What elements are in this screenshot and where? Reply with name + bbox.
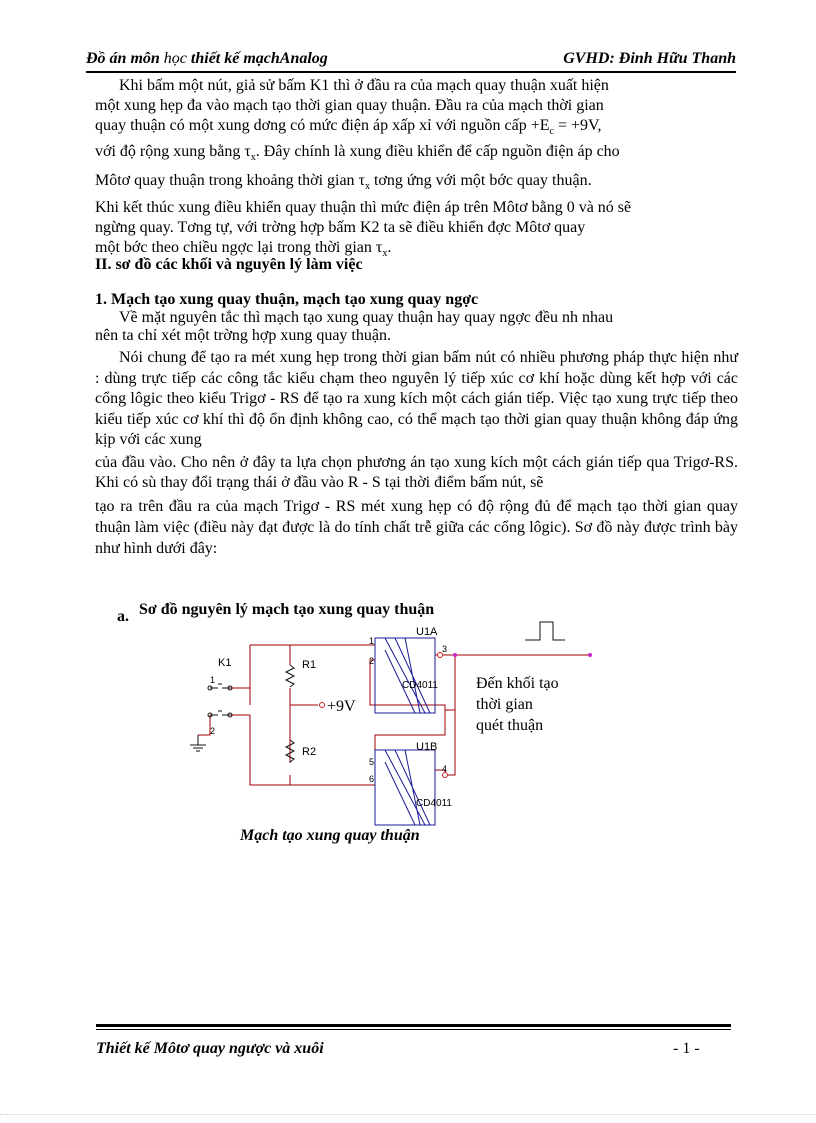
switch-k1-contacts xyxy=(210,684,230,715)
label-pin-1: 1 xyxy=(369,636,375,646)
output-node xyxy=(588,653,592,657)
pulse-symbol xyxy=(525,622,565,640)
tx-subscript: x xyxy=(382,247,388,259)
section-1-heading: 1. Mạch tạo xung quay thuận, mạch tạo xung quay ngợc xyxy=(95,291,479,308)
header-left-plain: học xyxy=(159,50,191,67)
label-pin-3: 3 xyxy=(442,644,448,654)
header-rule xyxy=(86,71,736,73)
ground-symbol xyxy=(190,735,206,751)
header-left-bold2: thiết kế mạchAnalog xyxy=(190,50,328,67)
label-pin-4: 4 xyxy=(442,764,448,774)
section-1-p2: Nói chung để tạo ra mét xung hẹp trong thời gian bấm nút có nhiều phương pháp thực hiện như : dùng trực tiếp các công tắc kiểu chạm theo nguyên lý tiếp xúc cơ khí hoặc dùng kết hợp với các cổng lôgic theo kiểu Trigơ - RS để tạo ra xung kích một cách gián tiếp. Việc tạo xung trực tiếp theo kiểu tiếp xúc cơ khí thì độ ổn định không cao, có thể mạch tạo thời gian quay thuận không đáp ứng kịp với các xung xyxy=(95,349,738,448)
intro-line-4-text: với độ rộng xung bằng τ xyxy=(95,143,251,161)
label-pin-6: 6 xyxy=(369,774,375,784)
intro-line-2: một xung hẹp đa vào mạch tạo thời gian quay thuận. Đầu ra của mạch thời gian xyxy=(95,97,604,114)
intro-line-1: Khi bấm một nút, giả sử bấm K1 thì ở đầu ra của mạch quay thuận xuất hiện xyxy=(119,77,609,94)
intro-line-5 xyxy=(95,171,738,197)
circuit-diagram xyxy=(180,610,630,830)
gate-u1a-hatch xyxy=(385,638,430,713)
output-label-line-2: thời gian xyxy=(476,696,533,713)
header-left xyxy=(86,50,328,68)
section-2-heading: II. sơ đồ các khối và nguyên lý làm việc xyxy=(95,256,363,273)
output-label-line-1: Đến khối tạo xyxy=(476,675,559,692)
intro-line-8-text: một bớc theo chiều ngợc lại trong thời gian τ xyxy=(95,238,383,256)
section-1-body xyxy=(95,309,738,559)
pins xyxy=(320,653,448,778)
gate-u1b-hatch xyxy=(385,750,430,825)
intro-line-7: ngừng quay. Tơng tự, với trờng hợp bấm K2 ta sẽ điều khiển đợc Môtơ quay xyxy=(95,218,586,236)
wire-feedback xyxy=(445,655,455,775)
section-1-p3: của đầu vào. Cho nên ở đây ta lựa chọn phương án tạo xung kích một cách gián tiếp qua Trigơ-RS. Khi có sù thay đổi trạng thái ở đầu vào R - S tại thời điểm bấm nút, sẽ xyxy=(95,453,738,491)
subsection-a-title: Sơ đồ nguyên lý mạch tạo xung quay thuận xyxy=(139,601,435,618)
label-9v: +9V xyxy=(327,698,356,715)
ec-subscript: c xyxy=(549,126,554,138)
intro-line-4 xyxy=(95,142,738,168)
footer-title: Thiết kế Môtơ quay ngược và xuôi xyxy=(96,1040,324,1057)
label-u1b: U1B xyxy=(416,741,438,753)
ground-icon xyxy=(190,735,206,751)
tx-subscript: x xyxy=(364,181,370,193)
intro-line-8-tail: . xyxy=(387,238,392,256)
page-bottom-edge xyxy=(0,1114,816,1115)
intro-line-4-tail: . Đây chính là xung điều khiển để cấp nguồn điện áp cho xyxy=(255,143,620,161)
switch-k1 xyxy=(208,684,232,717)
wires xyxy=(198,645,590,785)
header-right: GVHD: Đinh Hữu Thanh xyxy=(563,50,736,67)
footer-rule-thick xyxy=(96,1024,731,1027)
resistor-r1 xyxy=(286,665,294,687)
output-junction xyxy=(453,653,457,657)
label-switch-2: 2 xyxy=(210,726,216,736)
footer-rule-thin xyxy=(96,1029,731,1030)
wire-out-a xyxy=(435,655,455,710)
label-cd4011-b: CD4011 xyxy=(416,798,452,809)
label-k1: K1 xyxy=(218,657,232,669)
intro-line-3-text: quay thuận có một xung dơng có mức điện áp xấp xỉ với nguồn cấp +E xyxy=(95,117,550,134)
nand-gates xyxy=(375,638,438,825)
intro-line-3 xyxy=(95,116,738,142)
intro-line-5-text: Môtơ quay thuận trong khoảng thời gian τ xyxy=(95,172,365,190)
page-header xyxy=(86,50,736,72)
figure-caption: Mạch tạo xung quay thuận xyxy=(240,827,420,844)
intro-line-5-tail: tơng ứng với một bớc quay thuận. xyxy=(369,172,592,190)
ec-tail: = +9V, xyxy=(553,117,602,134)
diagram-labels xyxy=(210,626,452,809)
subsection-a-letter: a. xyxy=(117,608,129,625)
label-r1: R1 xyxy=(302,659,317,671)
label-cd4011-a: CD4011 xyxy=(402,680,438,691)
tx-subscript: x xyxy=(250,152,256,164)
section-1-p4: tạo ra trên đầu ra của mạch Trigơ - RS mét xung hẹp có độ rộng đủ để mạch tạo thời gian quay thuận làm việc (điều này đạt được là do tính chất trễ giữa các cổng lôgic). Sơ đồ này được trình bày như hình dưới đây: xyxy=(95,497,738,557)
label-pin-5: 5 xyxy=(369,757,375,767)
pin-9v xyxy=(320,703,325,708)
wire-ground xyxy=(198,715,210,735)
label-u1a: U1A xyxy=(416,626,438,638)
intro-line-6: Khi kết thúc xung điều khiển quay thuận thì mức điện áp trên Môtơ bằng 0 và nó sẽ xyxy=(95,198,632,216)
page-number: - 1 - xyxy=(673,1040,700,1057)
pulse-icon xyxy=(525,622,565,640)
label-r2: R2 xyxy=(302,746,317,758)
section-1-p1-line2: nên ta chỉ xét một trờng hợp xung quay thuận. xyxy=(95,327,391,344)
section-1-p1-line1: Về mặt nguyên tắc thì mạch tạo xung quay thuận hay quay ngợc đều nh nhau xyxy=(119,309,614,326)
output-label-line-3: quét thuận xyxy=(476,717,544,734)
header-left-bold: Đồ án môn xyxy=(86,50,160,67)
intro-paragraph xyxy=(95,76,738,264)
label-pin-2: 2 xyxy=(369,656,375,666)
label-switch-1: 1 xyxy=(210,675,216,685)
